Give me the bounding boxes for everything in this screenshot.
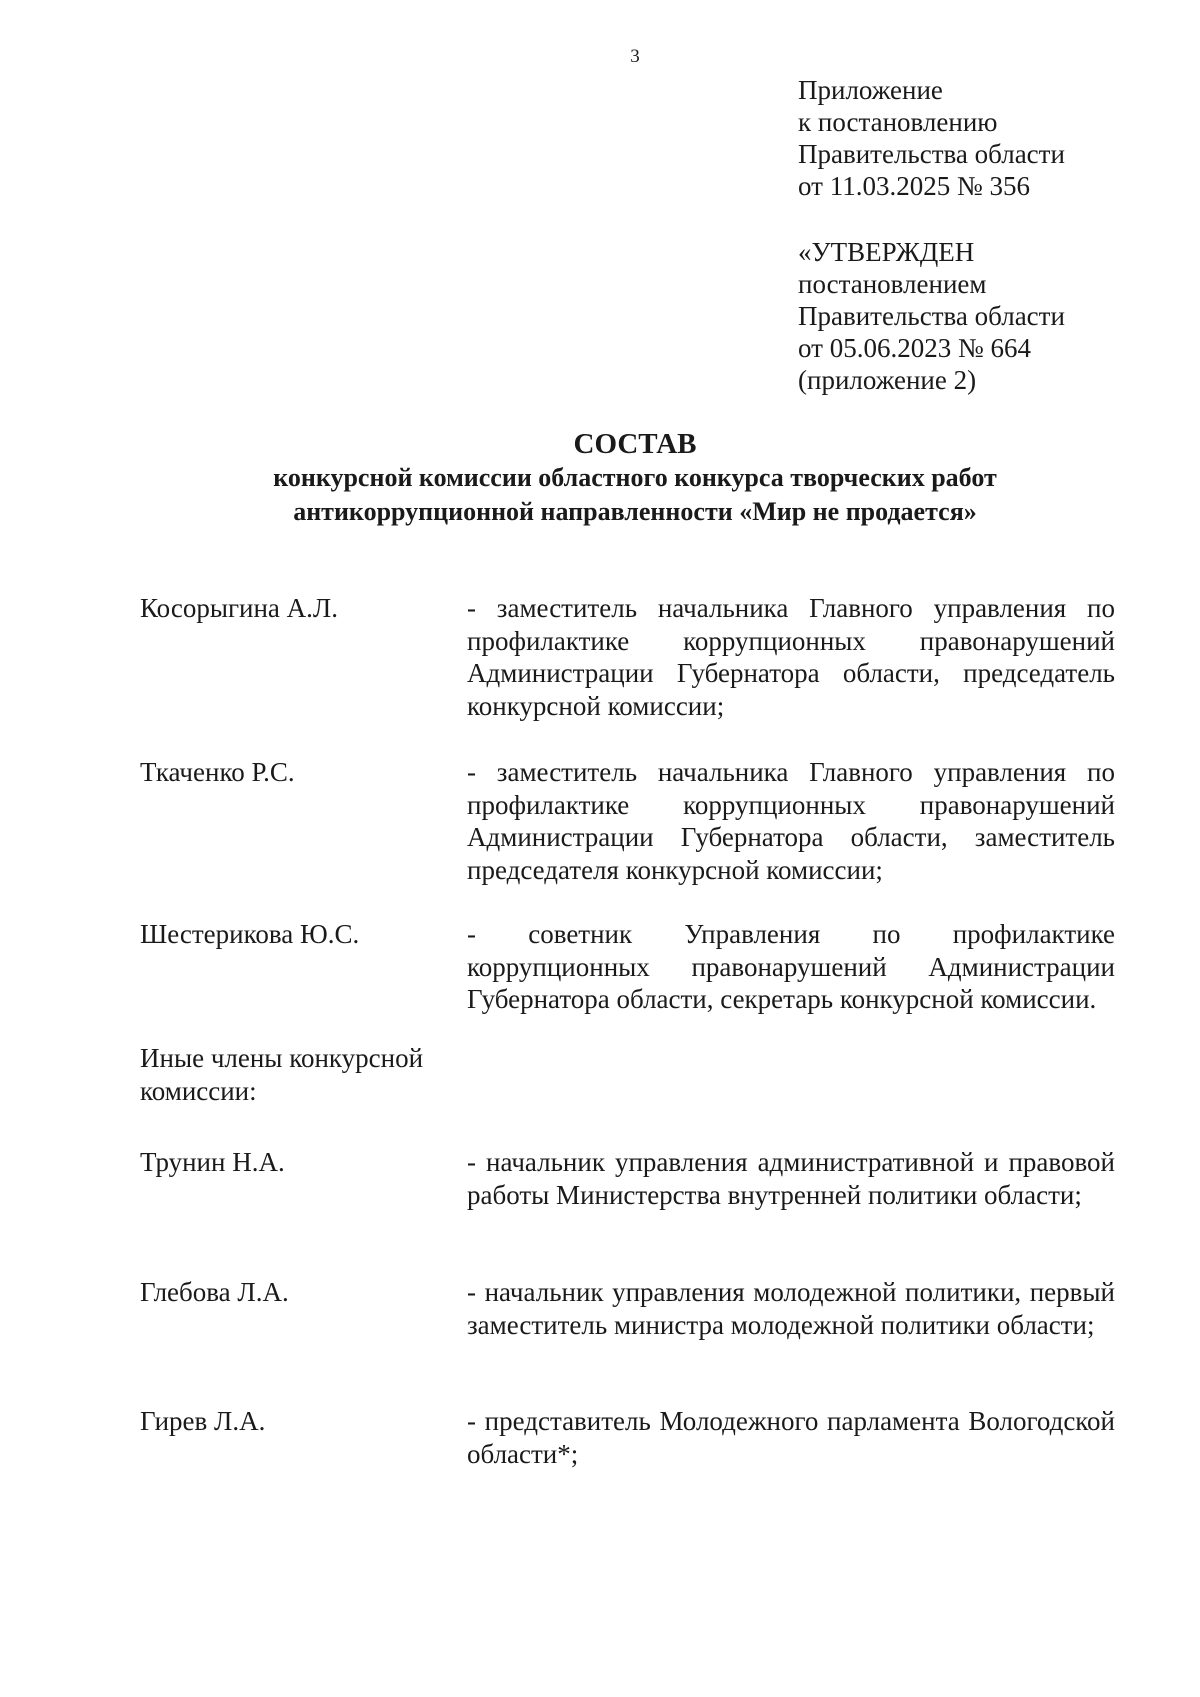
other-members-label: Иные члены конкурсной комиссии: (140, 1043, 424, 1106)
appendix-line: Приложение (798, 75, 943, 105)
member-name: Ткаченко Р.С. (140, 757, 295, 787)
member-role: - представитель Молодежного парламента Вологодской области*; (467, 1406, 1115, 1469)
member-name: Трунин Н.А. (140, 1147, 285, 1177)
title-subtitle-line: антикоррупционной направленности «Мир не продается» (293, 497, 977, 526)
document-title (140, 427, 1130, 529)
member-role: - заместитель начальника Главного управления по профилактике коррупционных правонарушений Администрации Губернатора области, председатель конкурсной комиссии; (467, 593, 1115, 721)
appendix-line: Правительства области (798, 139, 1065, 169)
member-role: - начальник управления молодежной политики, первый заместитель министра молодежной политики области; (467, 1277, 1115, 1340)
approved-line: (приложение 2) (798, 365, 977, 395)
approved-line: «УТВЕРЖДЕН (798, 237, 975, 267)
title-main: СОСТАВ (573, 428, 697, 460)
page-number: 3 (630, 46, 640, 67)
approved-line: Правительства области (798, 301, 1065, 331)
member-role: - начальник управления административной и правовой работы Министерства внутренней политики области; (467, 1147, 1115, 1210)
member-name: Гирев Л.А. (140, 1406, 266, 1436)
member-name: Глебова Л.А. (140, 1277, 289, 1307)
member-role: - советник Управления по профилактике коррупционных правонарушений Администрации Губернатора области, секретарь конкурсной комиссии. (467, 919, 1115, 1014)
member-name: Косорыгина А.Л. (140, 593, 338, 623)
member-role: - заместитель начальника Главного управления по профилактике коррупционных правонарушений Администрации Губернатора области, заместитель председателя конкурсной комиссии; (467, 757, 1115, 885)
member-name: Шестерикова Ю.С. (140, 919, 360, 949)
approved-block (798, 236, 1065, 396)
appendix-line: к постановлению (798, 107, 998, 137)
approved-line: постановлением (798, 269, 987, 299)
appendix-block (798, 74, 1065, 202)
title-subtitle-line: конкурсной комиссии областного конкурса творческих работ (273, 463, 997, 492)
approved-date-number: от 05.06.2023 № 664 (798, 333, 1031, 363)
appendix-date-number: от 11.03.2025 № 356 (798, 171, 1030, 201)
